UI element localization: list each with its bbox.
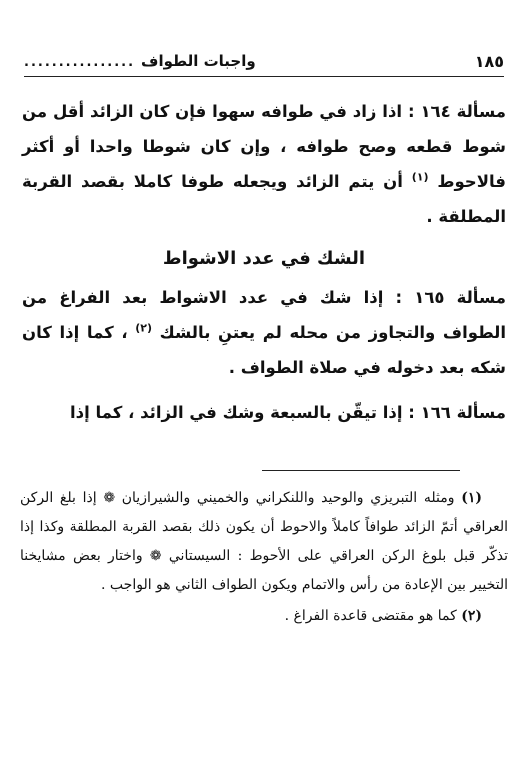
running-head-dots: ................ <box>24 55 136 70</box>
footnotes <box>20 484 508 631</box>
paragraph-text: اذا زاد في طوافه سهوا فإن كان الزائد أقل من شوط قطعه وصح طوافه ، وإن كان شوطا واحدا أو أكثر فالاحوط <box>22 102 506 191</box>
paragraph-text: إذا تيقّن بالسبعة وشك في الزائد ، كما إذا <box>69 403 409 422</box>
footnote-separator <box>262 470 460 471</box>
issue-label: مسألة ١٦٦ : <box>408 403 506 422</box>
paragraph-166 <box>22 395 506 430</box>
issue-label: مسألة ١٦٤ : <box>407 102 506 121</box>
footnote-2 <box>20 602 508 631</box>
footnote-text: كما هو مقتضى قاعدة الفراغ . <box>284 608 462 624</box>
paragraph-text: أن يتم الزائد ويجعله طوفا كاملا بقصد القربة المطلقة . <box>22 172 506 226</box>
footnote-ref: (٢) <box>135 321 153 335</box>
page-number: ١٨٥ <box>474 51 504 71</box>
main-text <box>22 94 506 440</box>
paragraph-164 <box>22 94 506 234</box>
paragraph-165 <box>22 280 506 385</box>
page-header <box>24 46 504 77</box>
section-heading: الشك في عدد الاشواط <box>162 248 366 269</box>
footnote-1 <box>20 484 508 600</box>
paragraph-text: ، كما إذا كان شكه بعد دخوله في صلاة الطواف . <box>22 323 506 377</box>
running-head <box>24 52 256 70</box>
footnote-number: (٢) <box>461 608 482 624</box>
running-head-title: واجبات الطواف <box>141 52 256 70</box>
footnote-text: ومثله التبريزي والوحيد واللنكراني والخميني والشيرازيان ❁ إذا بلغ الركن العراقي أتمّ الزائد طوافاً كاملاً والاحوط أن يكون ذلك بقصد القربة المطلقة وكذا إذا تذكّر قبل بلوغ الركن العراقي على الأحوط : السيستاني ❁ واختار بعض مشايخنا التخيير بين الإعادة من رأس والاتمام ويكون الطواف الثاني هو الواجب . <box>20 490 508 593</box>
issue-label: مسألة ١٦٥ : <box>395 288 507 307</box>
footnote-number: (١) <box>461 490 482 506</box>
footnote-ref: (١) <box>411 170 429 184</box>
paragraph-text: إذا شك في عدد الاشواط بعد الفراغ من الطواف والتجاوز من محله لم يعتنِ بالشك <box>22 288 507 342</box>
